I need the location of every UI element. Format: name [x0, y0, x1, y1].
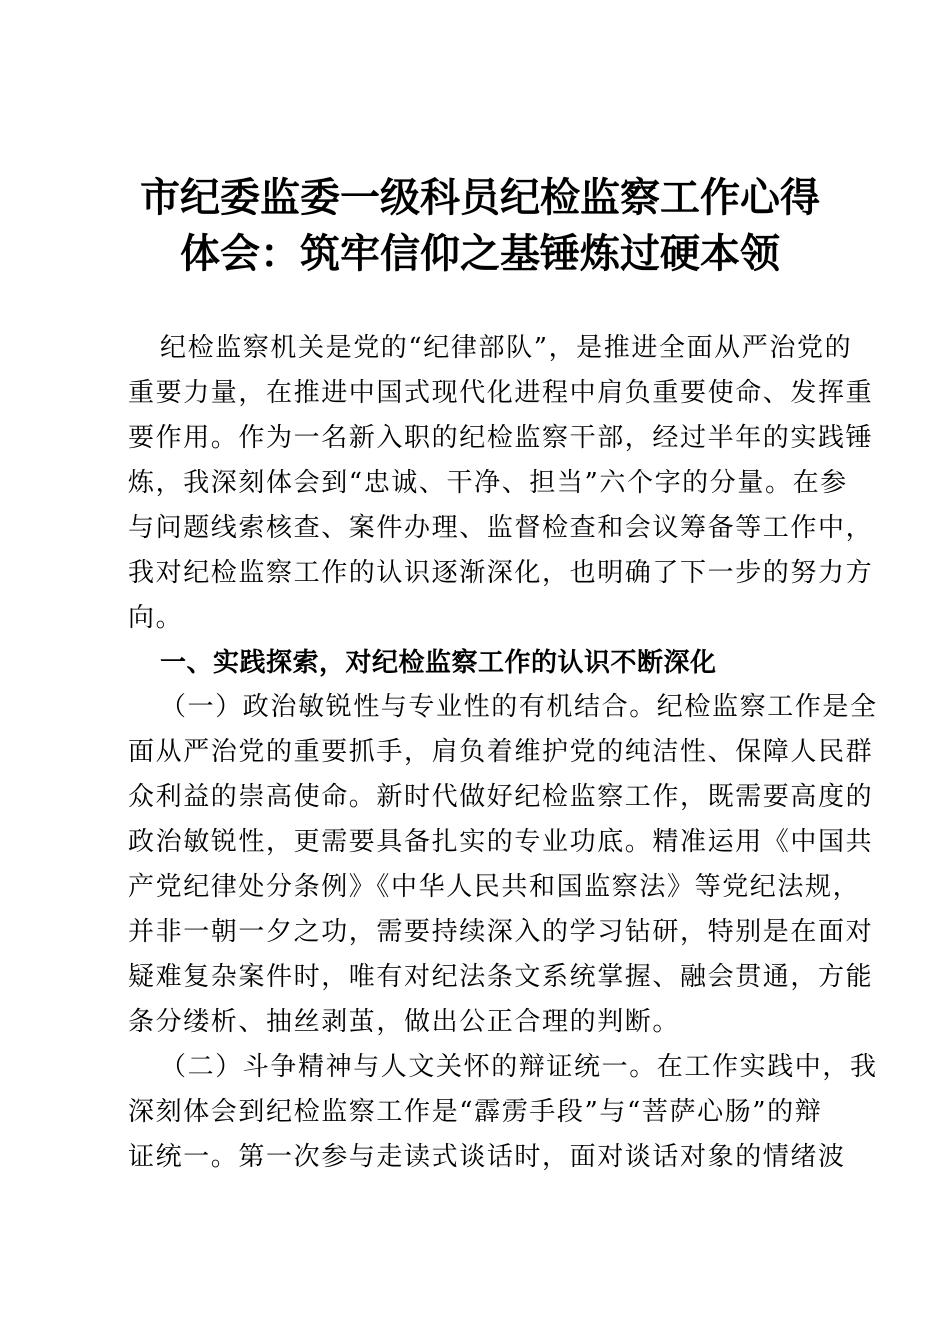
paragraph-line: 并非一朝一夕之功，需要持续深入的学习钻研，特别是在面对 — [128, 917, 874, 947]
title-line-2: 体会：筑牢信仰之基锤炼过硬本领 — [180, 231, 780, 277]
paragraph-line: 炼，我深刻体会到“忠诚、干净、担当”六个字的分量。在参 — [128, 468, 848, 498]
paragraph-line: 向。 — [128, 603, 184, 633]
paragraph-line: 产党纪律处分条例》《中华人民共和国监察法》等党纪法规， — [128, 872, 861, 902]
paragraph-line: 重要力量，在推进中国式现代化进程中肩负重要使命、发挥重 — [128, 378, 874, 408]
paragraph-line: 条分缕析、抽丝剥茧，做出公正合理的判断。 — [128, 1007, 681, 1037]
paragraph-line: 证统一。第一次参与走读式谈话时，面对谈话对象的情绪波 — [128, 1142, 846, 1172]
paragraph-line: 纪检监察机关是党的“纪律部队”，是推进全面从严治党的 — [160, 333, 853, 363]
paragraph-line: 面从严治党的重要抓手，肩负着维护党的纯洁性、保障人民群 — [128, 737, 874, 767]
paragraph-line: 要作用。作为一名新入职的纪检监察干部，经过半年的实践锤 — [128, 423, 874, 453]
title-line-1: 市纪委监委一级科员纪检监察工作心得 — [140, 175, 820, 221]
paragraph-line: 疑难复杂案件时，唯有对纪法条文系统掌握、融会贯通，方能 — [128, 962, 874, 992]
paragraph-line: 众利益的崇高使命。新时代做好纪检监察工作，既需要高度的 — [128, 782, 874, 812]
paragraph-line: 政治敏锐性，更需要具备扎实的专业功底。精准运用《中国共 — [128, 827, 874, 857]
paragraph-line: 深刻体会到纪检监察工作是“霹雳手段”与“菩萨心肠”的辩 — [128, 1097, 823, 1127]
section-heading-1: 一、实践探索，对纪检监察工作的认识不断深化 — [160, 648, 717, 678]
paragraph-line: （一）政治敏锐性与专业性的有机结合。纪检监察工作是全 — [160, 692, 878, 722]
document-title — [120, 170, 840, 282]
paragraph-line: 我对纪检监察工作的认识逐渐深化，也明确了下一步的努力方 — [128, 558, 874, 588]
paragraph-line: （二）斗争精神与人文关怀的辩证统一。在工作实践中，我 — [160, 1052, 878, 1082]
paragraph-line: 与问题线索核查、案件办理、监督检查和会议筹备等工作中， — [128, 513, 874, 543]
